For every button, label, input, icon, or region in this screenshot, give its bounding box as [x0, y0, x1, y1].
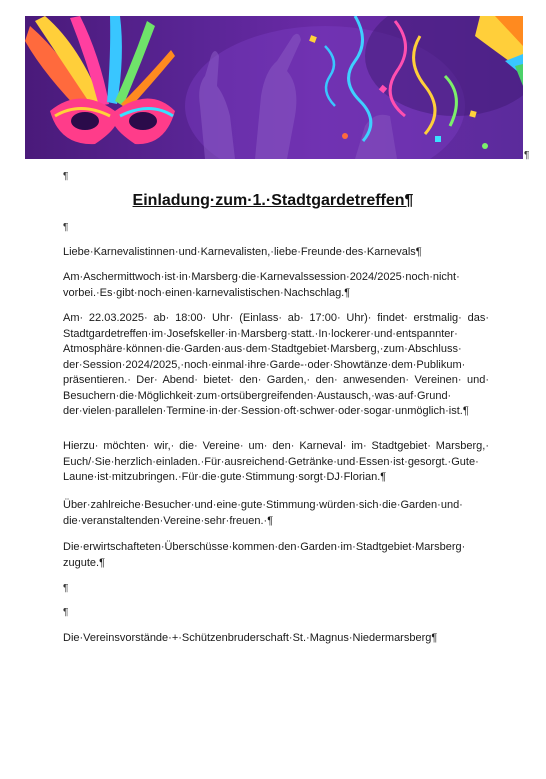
empty-paragraph-mark: ¶ [63, 222, 69, 233]
empty-paragraph-mark: ¶ [63, 583, 69, 594]
empty-paragraph-mark: ¶ [63, 607, 69, 618]
paragraph: Über·zahlreiche·Besucher·und·eine·gute·Stimmung·würden·sich·die·Garden·und· die·veranstaltenden·Vereine·sehr·freuen.·¶ [63, 499, 463, 527]
document-title: Einladung·zum·1.·Stadtgardetreffen¶ [132, 192, 414, 209]
paragraph: Am· 22.03.2025· ab· 18:00· Uhr· (Einlass· ab· 17:00· Uhr)· findet· erstmalig· das· Stadtgardetreffen·im·Josefskeller·in·Marsberg·statt.·In·lockerer·und·entspannter· Atmosphäre·können·die·Garden·aus·dem·Stadtgebiet·Marsberg,·zum·Abschluss· der·Session·2024/2025,·noch·einmal·ihre·Garde-·oder·Showtänze·dem·Publikum· präsentieren.· Der· Abend· bietet· den· Garden,· den· anwesenden· Vereinen· und· Besuchern·die·Möglichkeit·zum·ortsübergreifenden·Austausch,·was·auf·Grund· der·vielen·parallelen·Termine·in·der·Session·oft·schwer·oder·sogar·unmöglich·ist.¶ [63, 312, 489, 417]
carnival-banner-image [25, 16, 523, 159]
paragraph: Am·Aschermittwoch·ist·in·Marsberg·die·Karnevalssession·2024/2025·noch·nicht· vorbei.·Es·gibt·noch·einen·karnevalistischen·Nachschlag.¶ [63, 271, 460, 299]
paragraph-mark: ¶ [524, 150, 530, 161]
greeting: Liebe·Karnevalistinnen·und·Karnevalisten,·liebe·Freunde·des·Karnevals¶ [63, 246, 422, 258]
empty-paragraph-mark: ¶ [63, 171, 69, 182]
paragraph: Hierzu· möchten· wir,· die· Vereine· um· den· Karneval· im· Stadtgebiet· Marsberg,· Euch/·Sie·herzlich·einladen.·Für·ausreichend·Getränke·und·Essen·ist·gesorgt.·Gute· Laune·ist·mitzubringen.·Für·die·gute·Stimmung·sorgt·DJ·Florian.¶ [63, 440, 489, 483]
paragraph: Die·erwirtschafteten·Überschüsse·kommen·den·Garden·im·Stadtgebiet·Marsberg· zugute.¶ [63, 541, 466, 569]
signature: Die·Vereinsvorstände·+·Schützenbruderschaft·St.·Magnus·Niedermarsberg¶ [63, 632, 438, 644]
